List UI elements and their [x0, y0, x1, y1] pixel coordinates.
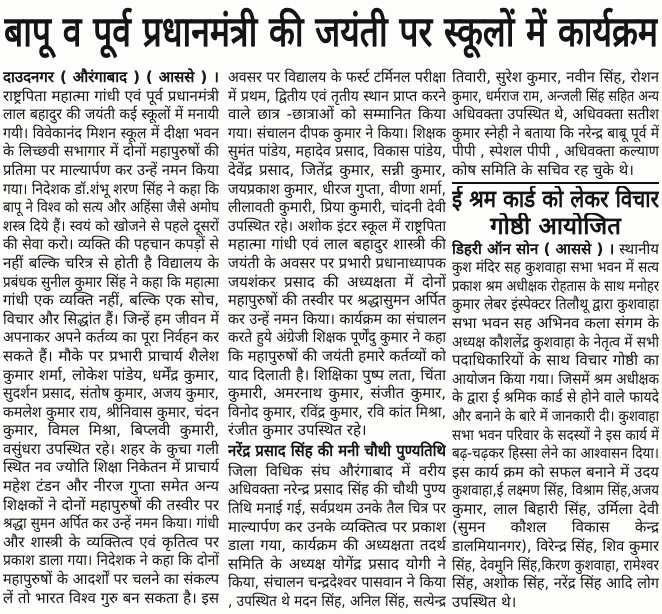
text-row [228, 421, 446, 440]
text-line: वसुंधरा उपस्थित रहे। शहर के कुचा गली [3, 439, 219, 458]
text-line: देवेंद्र प्रसाद, जितेंद्र कुमार, सन्नी कुमार, [228, 160, 446, 179]
divider [452, 182, 659, 184]
text-row [452, 314, 659, 333]
text-row [228, 124, 446, 143]
column-3 [452, 68, 659, 611]
text-line: प्रकाश श्रम अधीक्षक रोहतास के साथ मनोहर [452, 276, 659, 295]
section-heading [452, 213, 659, 240]
text-line: कुशवाहा,ई लक्ष्मण सिंह, विश्राम सिंह,अजय [452, 481, 659, 500]
article-body [452, 68, 659, 180]
article-body [228, 462, 446, 611]
text-row [3, 347, 219, 366]
text-line: उपस्थित रहे। अशोक इंटर स्कूल में राष्ट्रपिता [228, 216, 446, 235]
text-row [228, 68, 446, 87]
text-line: के लिच्छवी सभागार में दोनों महापुरुषों की [3, 142, 219, 161]
text-line: स्थित नव ज्योति शिक्षा निकेतन में प्राचार्य [3, 458, 219, 477]
text-line: कोष समिति के सचिव रह चुके थे। [452, 160, 634, 179]
headline-text: बापू व पूर्व प्रधानमंत्री की जयंती पर स्कूलों में कार्यक्रम [4, 7, 658, 56]
text-line: सुमंत पांडेय, महादेव प्रसाद, विकास पांडेय, [228, 142, 446, 161]
text-row [3, 514, 219, 533]
text-line: आयोजन किया गया। जिसमें श्रम अधीक्षक [452, 369, 659, 388]
text-row [3, 458, 219, 477]
text-line: महापुरुषों के आदर्शों पर चलने का संकल्प [3, 570, 219, 589]
text-line: कुमारी, अमरनाथ कुमार, संजीत कुमार, [228, 384, 446, 403]
text-row [3, 440, 219, 459]
text-row [452, 481, 659, 500]
text-line: प्रबंधक सुनील कुमार सिंह ने कहा कि महात्मा [3, 272, 219, 291]
text-line: अध्यक्ष कौशलेंद्र कुशवाहा के नेतृत्व में सभी [452, 332, 659, 351]
text-line: सिंह, अशोक सिंह, नरेंद्र सिंह आदि लोग [452, 574, 659, 593]
text-row [452, 258, 659, 277]
text-line: में प्रथम, द्वितीय एवं तृतीय स्थान प्राप्त करने [228, 86, 446, 105]
text-row [452, 593, 659, 612]
text-line: अपनाकर अपने कर्तव्य का पूरा निर्वहन कर [3, 328, 219, 347]
text-line: महेश टंडन और नीरज गुप्ता समेत अन्य [3, 477, 219, 496]
text-line: तिवारी, सुरेश कुमार, नवीन सिंह, रोशन [452, 68, 659, 86]
text-line: डाला गया, कार्यक्रम की अध्यक्षता तदर्थ [228, 536, 446, 555]
text-row [3, 161, 219, 180]
text-line: शस्त्र दिये हैं। स्वयं को खोजने से पहले दूसरों [3, 216, 219, 235]
text-row [228, 87, 446, 106]
text-row [228, 161, 446, 180]
text-row [452, 574, 659, 593]
section-heading [228, 440, 446, 462]
text-line: गया। निदेशक डॉ.शंभू शरण सिंह ने कहा कि [3, 179, 219, 198]
text-row [3, 310, 219, 329]
text-row [452, 142, 659, 161]
text-row [452, 500, 659, 519]
text-line: जिला विधिक संघ औरंगाबाद में वरीय [228, 461, 446, 480]
text-row [228, 573, 446, 592]
text-row [452, 556, 659, 575]
text-line: राष्ट्रपिता महात्मा गांधी एवं पूर्व प्रधानमंत्री [3, 86, 219, 105]
text-row [452, 351, 659, 370]
text-line: पदाधिकारियों के साथ विचार गोष्ठी का [452, 351, 659, 370]
text-row [228, 555, 446, 574]
text-row [3, 235, 219, 254]
article-body [452, 258, 659, 611]
text-row [228, 366, 446, 385]
text-row [228, 462, 446, 481]
text-line: कर उन्हें नमन किया। कार्यक्रम का संचालन [228, 309, 446, 328]
text-row [452, 518, 659, 537]
text-line: सकते हैं। मौके पर प्रभारी प्राचार्य शैलेश [3, 346, 219, 365]
text-line: समिति के अध्यक्ष योगेंद्र प्रसाद योगी ने [228, 554, 446, 573]
text-row [3, 87, 219, 106]
section-heading [452, 186, 659, 213]
text-row [3, 403, 219, 422]
text-line: सिंह, देवमुनि सिंह,किरण कुशवाहा, रामेश्वर [452, 555, 659, 574]
section-heading-text: गोष्ठी आयोजित [490, 212, 621, 240]
text-line: जयप्रकाश कुमार, धीरज गुप्ता, वीणा शर्मा, [228, 179, 446, 198]
text-row [452, 444, 659, 463]
text-row [452, 333, 659, 352]
column-1 [3, 68, 219, 607]
text-line: माल्यार्पण कर उनके व्यक्तित्व पर प्रकाश [228, 517, 446, 536]
text-row [3, 105, 219, 124]
text-line: किया, संचालन चन्द्रदेश्वर पासवान ने किया [228, 573, 446, 592]
article-body [3, 87, 219, 608]
text-line: गयी। विवेकानंद मिशन स्कूल में दीक्षा भवन [3, 123, 219, 142]
text-row [3, 477, 219, 496]
text-row [3, 273, 219, 292]
section-heading-text: ई श्रम कार्ड को लेकर विचार [452, 185, 659, 213]
text-row [3, 496, 219, 515]
text-line: लाल बहादुर की जयंती कई स्कूलों में मनायी [3, 105, 219, 124]
text-line: शिक्षकों ने दोनों महापुरुषों की तस्वीर पर [3, 495, 219, 514]
text-line: स्थानीय [619, 239, 659, 258]
text-row [3, 533, 219, 552]
text-line: याद दिलाती है। शिक्षिका पुष्प लता, चिंता [228, 365, 446, 384]
text-line: श्रद्धा सुमन अर्पित कर उन्हें नमन किया। गांधी [3, 514, 219, 533]
text-line: प्रकाश डाला गया। निदेशक ने कहा कि दोनों [3, 551, 219, 570]
text-row [3, 142, 219, 161]
text-line: सभा भवन परिवार के सदस्यों ने इस कार्य में [452, 425, 659, 444]
text-row [228, 254, 446, 273]
text-row [3, 384, 219, 403]
dateline-row [452, 240, 659, 259]
text-line: सुदर्शन प्रसाद, संतोष कुमार, अजय कुमार, [3, 384, 219, 403]
text-row [228, 536, 446, 555]
text-row [228, 142, 446, 161]
text-row [228, 310, 446, 329]
text-line: डालमियानगर), विरेन्द्र सिंह, शिव कुमार [452, 537, 659, 556]
text-row [228, 217, 446, 236]
text-row [452, 463, 659, 482]
text-row [452, 105, 659, 124]
section-heading-text: नरेंद्र प्रसाद सिंह की मनी चौथी पुण्यतिथि [228, 440, 446, 460]
text-row [228, 384, 446, 403]
text-line: लीलावती कुमारी, प्रिया कुमारी, चांदनी देवी [228, 198, 446, 217]
text-row [3, 291, 219, 310]
text-line: कुमार, लाल बिहारी सिंह, उर्मिला देवी [452, 499, 659, 518]
text-row [228, 273, 446, 292]
text-line: अधिवक्ता उपस्थित थे, अधिवक्ता सतीश [452, 105, 659, 124]
text-row [228, 480, 446, 499]
text-line: कि महापुरुषों की जयंती हमारे कर्तव्यों को [228, 346, 446, 365]
text-line: अधिवक्ता नरेन्द्र प्रसाद सिंह की चौथी पुण्य [228, 480, 446, 499]
text-row [452, 87, 659, 106]
text-row [452, 370, 659, 389]
text-row [452, 295, 659, 314]
text-line: इस कार्य क्रम को सफल बनाने में उदय [452, 462, 659, 481]
text-line: विनोद कुमार, रविंद्र कुमार, रवि कांत मिश्रा, [228, 402, 446, 421]
headline [4, 2, 658, 62]
text-line: कुमार स्नेही ने बताया कि नरेन्द्र बाबू पूर्व में [452, 123, 659, 142]
text-line: बढ़-चढ़कर हिस्सा लेने का आश्वासन दिया। [452, 444, 659, 463]
text-row [228, 180, 446, 199]
text-line: , उपस्थित थे मदन सिंह, अनिल सिंह, सत्येन्द्र [228, 592, 446, 611]
text-row [228, 592, 446, 611]
text-row [452, 407, 659, 426]
text-line: कुमार, धर्मराज राम, अन्जली सिंह सहित अन्य [452, 86, 659, 105]
text-row [228, 499, 446, 518]
text-line: बापू ने विश्व को सत्य और अहिंसा जैसे अमोघ [3, 198, 219, 217]
dateline: दाउदनगर ( औरंगाबाद ) ( आससे ) । [3, 68, 219, 86]
text-row [3, 124, 219, 143]
text-line: रंजीत कुमार उपस्थित रहे। [228, 421, 367, 440]
text-row [3, 366, 219, 385]
text-row [452, 388, 659, 407]
text-line: वाले छात्र -छात्राओं को सम्मानित किया [228, 105, 446, 124]
text-line: (सुमन कौशल विकास केन्द्र [452, 518, 659, 537]
text-row [452, 277, 659, 296]
text-row [3, 254, 219, 273]
text-row [452, 68, 659, 87]
text-line: करते हुये अंग्रेजी शिक्षक पूर्णेंदु कुमार ने कहा [228, 328, 446, 347]
text-line: कुमार शर्मा, लोकेश पांडेय, धर्मेंद्र कुमार, [3, 365, 219, 384]
text-line: प्रतिमा पर माल्यार्पण कर उन्हें नमन किया [3, 160, 219, 179]
text-line: जयंती के अवसर पर प्रभारी प्रधानाध्यापक [228, 253, 446, 272]
dateline-line [452, 240, 659, 259]
text-row [228, 291, 446, 310]
text-row [3, 421, 219, 440]
text-line: की सेवा करो। व्यक्ति की पहचान कपड़ों से [3, 235, 219, 254]
text-line: कुश मंदिर सह कुशवाहा सभा भवन में सत्य [452, 258, 659, 277]
text-line: उपस्थित थे। [452, 592, 517, 611]
text-row [3, 589, 219, 608]
text-line: जयशंकर प्रसाद की अध्यक्षता में दोनों [228, 272, 446, 291]
text-row [3, 328, 219, 347]
article-body [228, 68, 446, 440]
text-line: नहीं बल्कि चरित्र से होती है विद्यालय के [3, 253, 219, 272]
text-line: गांधी एक व्यक्ति नहीं, बल्कि एक सोच, [3, 291, 219, 310]
text-row [228, 235, 446, 254]
text-row [452, 124, 659, 143]
text-line: और शास्त्री के व्यक्तित्व एवं कृतित्व पर [3, 532, 219, 551]
text-line: सभा भवन सह अभिनव कला संगम के [452, 313, 659, 332]
text-line: विचार और सिद्धांत हैं। जिन्हें हम जीवन में [3, 309, 219, 328]
text-row [452, 426, 659, 445]
text-row [452, 537, 659, 556]
text-line: अवसर पर विद्यालय के फर्स्ट टर्मिनल परीक्षा [228, 68, 446, 86]
text-row [228, 403, 446, 422]
text-line: कमलेश कुमार राय, श्रीनिवास कुमार, चंदन [3, 402, 219, 421]
text-row [452, 161, 659, 180]
text-row [228, 198, 446, 217]
dateline-row [3, 68, 219, 87]
dateline: डिहरी ऑन सोन ( आससे ) । [452, 239, 615, 258]
text-line: के द्वारा ई श्रमिक कार्ड से होने वाले फायदे [452, 388, 659, 407]
text-line: और बनाने के बारे में जानकारी दी। कुशवाहा [452, 406, 659, 425]
text-row [3, 180, 219, 199]
text-row [228, 105, 446, 124]
column-2 [228, 68, 446, 611]
text-line: महापुरुषों की तस्वीर पर श्रद्धासुमन अर्पित [228, 291, 446, 310]
text-line: तिथि मनाई गई, सर्वप्रथम उनके तैल चित्र पर [228, 499, 446, 518]
text-line: लें तो भारत विश्व गुरु बन सकता है। इस [3, 588, 219, 607]
text-row [3, 551, 219, 570]
text-line: महात्मा गांधी एवं लाल बहादुर शास्त्री की [228, 235, 446, 254]
text-line: गया। संचालन दीपक कुमार ने किया। शिक्षक [228, 123, 446, 142]
text-row [3, 570, 219, 589]
text-line: पीपी , स्पेशल पीपी , अधिवक्ता कल्याण [452, 142, 659, 161]
text-row [3, 217, 219, 236]
text-row [228, 328, 446, 347]
text-line: कुमार लेबर इंस्पेक्टर तिलौथू द्वारा कुशवाहा [452, 295, 659, 314]
text-row [228, 518, 446, 537]
text-row [228, 347, 446, 366]
text-line: कुमार, विमल मिश्रा, बिप्लवी कुमारी, [3, 421, 219, 440]
text-row [3, 198, 219, 217]
